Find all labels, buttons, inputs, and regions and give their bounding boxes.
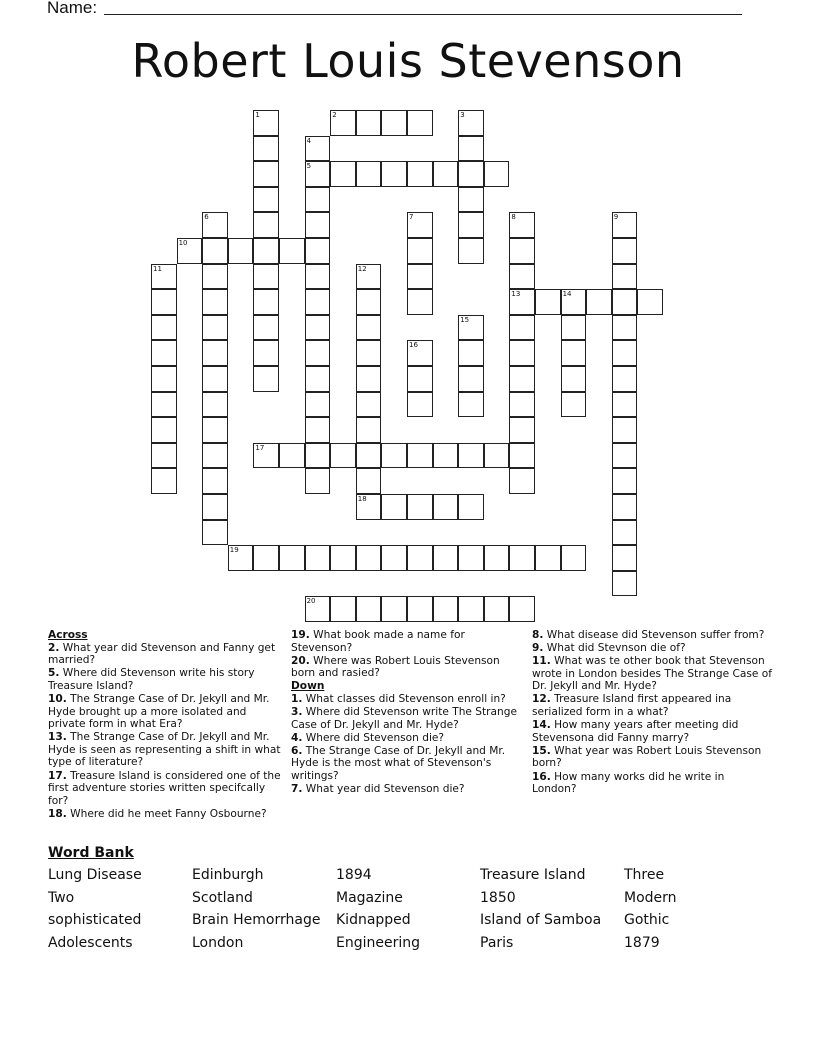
crossword-cell[interactable] [202,315,228,341]
clue-text: Where did Stevenson write The Strange Case of Dr. Jekyll and Mr. Hyde? [291,706,517,731]
crossword-cell[interactable] [279,238,305,264]
clue-number: 3. [291,706,303,719]
crossword-cell[interactable] [509,315,535,341]
clue-number: 7. [291,783,303,796]
crossword-cell[interactable] [509,468,535,494]
clue-number: 19. [291,629,310,641]
word-bank-item: sophisticated [48,912,142,929]
crossword-cell[interactable] [305,392,331,418]
clue-number: 2. [48,641,60,654]
name-label: Name: [47,0,98,17]
clue-number: 10. [48,692,67,705]
clue-number: 12 [357,264,367,273]
crossword-cell[interactable] [253,340,279,366]
word-bank-item: Magazine [336,889,403,906]
word-bank-item: 1879 [624,935,660,952]
crossword-cell[interactable] [535,289,561,315]
clue-number: 6. [291,744,303,757]
crossword-cell[interactable] [151,392,177,418]
crossword-cell[interactable] [202,417,228,443]
crossword-cell[interactable] [407,289,433,315]
down-clue [532,693,772,718]
crossword-cell[interactable] [458,315,484,341]
clue-text: What year was Robert Louis Stevenson born? [532,744,762,770]
crossword-cell[interactable] [228,238,254,264]
clue-text: What was te other book that Stevenson wrote in London besides The Strange Case of Dr. Jekyll and Mr. Hyde? [532,655,772,693]
crossword-cell[interactable] [151,417,177,443]
crossword-cell[interactable] [407,161,433,187]
crossword-cell[interactable] [253,289,279,315]
crossword-cell[interactable] [202,494,228,520]
crossword-cell[interactable] [407,366,433,392]
down-clue [532,655,772,693]
crossword-cell[interactable] [330,545,356,571]
word-bank-item: Modern [624,889,677,906]
crossword-cell[interactable] [458,494,484,520]
crossword-cell[interactable] [356,161,382,187]
clue-number: 13 [511,290,521,299]
crossword-cell[interactable] [612,443,638,469]
clue-number: 17 [255,443,265,452]
across-clue [48,693,284,731]
crossword-cell[interactable] [433,596,459,622]
crossword-cell[interactable] [458,238,484,264]
crossword-cell[interactable] [305,161,331,187]
crossword-cell[interactable] [484,596,510,622]
crossword-cell[interactable] [356,443,382,469]
crossword-cell[interactable] [356,340,382,366]
crossword-cell[interactable] [151,289,177,315]
word-bank-item: Engineering [336,935,420,952]
crossword-cell[interactable] [305,443,331,469]
crossword-cell[interactable] [561,392,587,418]
crossword-cell[interactable] [356,545,382,571]
crossword-cell[interactable] [612,289,638,315]
clue-number: 4. [291,731,303,744]
clue-text: Where did Stevenson die? [305,731,445,744]
word-bank-item: 1850 [480,889,516,906]
crossword-cell[interactable] [458,212,484,238]
crossword-cell[interactable] [305,366,331,392]
clue-number: 9. [532,642,544,655]
crossword-cell[interactable] [407,392,433,418]
clue-text: Where did he meet Fanny Osbourne? [70,807,267,820]
word-bank-item: Kidnapped [336,912,411,929]
clue-number: 7 [409,213,414,222]
crossword-cell[interactable] [458,443,484,469]
crossword-cell[interactable] [202,443,228,469]
crossword-cell[interactable] [612,264,638,290]
down-clue [291,732,527,745]
word-bank-title: Word Bank [48,845,134,861]
crossword-cell[interactable] [330,110,356,136]
down-clue [532,719,772,744]
crossword-cell[interactable] [253,110,279,136]
down-clue [532,629,772,642]
crossword-cell[interactable] [151,366,177,392]
crossword-cell[interactable] [637,289,663,315]
crossword-cell[interactable] [202,520,228,546]
crossword-cell[interactable] [381,494,407,520]
crossword-cell[interactable] [458,187,484,213]
crossword-cell[interactable] [407,264,433,290]
crossword-cell[interactable] [305,238,331,264]
crossword-cell[interactable] [612,238,638,264]
crossword-cell[interactable] [330,161,356,187]
crossword-cell[interactable] [305,417,331,443]
word-bank-item: Gothic [624,912,670,929]
crossword-cell[interactable] [202,366,228,392]
crossword-cell[interactable] [202,468,228,494]
crossword-cell[interactable] [151,315,177,341]
crossword-cell[interactable] [407,212,433,238]
crossword-cell[interactable] [612,212,638,238]
crossword-cell[interactable] [458,110,484,136]
crossword-cell[interactable] [305,596,331,622]
crossword-cell[interactable] [253,264,279,290]
word-bank-item: Island of Samboa [480,912,602,929]
down-clue [291,693,527,706]
clue-number: 2 [332,111,337,119]
clue-number: 18 [357,495,367,503]
crossword-cell[interactable] [612,417,638,443]
crossword-cell[interactable] [151,443,177,469]
crossword-cell[interactable] [586,289,612,315]
clue-number: 8 [511,213,516,222]
crossword-cell[interactable] [458,392,484,418]
crossword-cell[interactable] [151,340,177,366]
crossword-cell[interactable] [407,545,433,571]
crossword-cell[interactable] [151,468,177,494]
clue-column-1 [48,629,284,821]
crossword-cell[interactable] [561,340,587,366]
clue-column-3 [532,629,772,796]
clue-number: 16. [532,770,551,783]
clue-number: 10 [178,239,188,247]
crossword-cell[interactable] [202,392,228,418]
crossword-cell[interactable] [433,545,459,571]
crossword-cell[interactable] [535,545,561,571]
down-clue [532,642,772,655]
crossword-cell[interactable] [356,315,382,341]
clue-text: Where was Robert Louis Stevenson born and rasied? [291,654,500,680]
crossword-cell[interactable] [202,238,228,264]
crossword-cell[interactable] [253,443,279,469]
crossword-cell[interactable] [509,392,535,418]
clue-number: 18. [48,807,67,820]
crossword-cell[interactable] [612,520,638,546]
crossword-cell[interactable] [356,494,382,520]
clue-number: 19 [229,546,239,555]
word-bank-item: Two [48,889,75,906]
across-clue [48,770,284,808]
crossword-cell[interactable] [561,289,587,315]
crossword-cell[interactable] [253,161,279,187]
crossword-cell[interactable] [305,289,331,315]
crossword-cell[interactable] [407,340,433,366]
clue-number: 12. [532,693,551,706]
crossword-cell[interactable] [561,315,587,341]
clue-number: 13. [48,731,67,744]
crossword-cell[interactable] [407,443,433,469]
crossword-cell[interactable] [407,596,433,622]
crossword-cell[interactable] [458,366,484,392]
crossword-cell[interactable] [356,596,382,622]
clue-text: What classes did Stevenson enroll in? [305,692,506,705]
clue-number: 1 [255,111,260,119]
word-bank-item: Adolescents [48,935,133,952]
crossword-cell[interactable] [612,545,638,571]
crossword-cell[interactable] [202,289,228,315]
crossword-cell[interactable] [151,264,177,290]
crossword-cell[interactable] [356,110,382,136]
crossword-cell[interactable] [458,136,484,162]
down-clue [291,706,527,731]
clue-text: What year did Stevenson die? [305,783,465,796]
clue-number: 20. [291,654,310,667]
crossword-cell[interactable] [356,417,382,443]
crossword-cell[interactable] [305,136,331,162]
word-bank-item: Edinburgh [192,867,264,883]
clue-text: Treasure Island is considered one of the first adventure stories written specifcally for? [48,769,281,807]
crossword-cell[interactable] [228,545,254,571]
crossword-cell[interactable] [305,187,331,213]
crossword-cell[interactable] [253,136,279,162]
word-bank-item: London [192,935,244,952]
clue-number: 20 [306,597,316,606]
crossword-cell[interactable] [484,545,510,571]
crossword-cell[interactable] [381,443,407,469]
clue-number: 4 [306,136,312,145]
crossword-cell[interactable] [458,545,484,571]
across-clue [48,731,284,769]
crossword-cell[interactable] [202,340,228,366]
crossword-cell[interactable] [330,443,356,469]
crossword-cell[interactable] [356,468,382,494]
clue-number: 5. [48,667,60,680]
across-clue [291,655,527,680]
crossword-cell[interactable] [279,545,305,571]
clue-text: What year did Stevenson and Fanny get married? [48,641,276,667]
crossword-cell[interactable] [509,340,535,366]
crossword-cell[interactable] [381,545,407,571]
crossword-cell[interactable] [433,161,459,187]
crossword-cell[interactable] [509,264,535,290]
crossword-cell[interactable] [509,238,535,264]
crossword-cell[interactable] [202,212,228,238]
clue-number: 15. [532,744,551,757]
crossword-cell[interactable] [612,571,638,597]
crossword-cell[interactable] [509,545,535,571]
clue-number: 16 [409,341,418,350]
crossword-cell[interactable] [407,110,433,136]
crossword-cell[interactable] [612,340,638,366]
crossword-cell[interactable] [433,494,459,520]
crossword-cell[interactable] [561,366,587,392]
crossword-cell[interactable] [356,392,382,418]
across-heading: Across [48,629,88,641]
crossword-cell[interactable] [381,161,407,187]
crossword-cell[interactable] [305,315,331,341]
crossword-cell[interactable] [458,161,484,187]
clue-text: What disease did Stevenson suffer from? [546,629,765,641]
crossword-cell[interactable] [253,238,279,264]
crossword-cell[interactable] [509,366,535,392]
crossword-cell[interactable] [509,289,535,315]
clue-text: What did Stevnson die of? [546,642,686,655]
crossword-cell[interactable] [305,340,331,366]
crossword-cell[interactable] [253,212,279,238]
clue-number: 6 [204,213,209,222]
crossword-cell[interactable] [330,596,356,622]
word-bank-item: Brain Hemorrhage [192,912,321,929]
crossword-cell[interactable] [253,315,279,341]
clue-number: 1. [291,692,303,705]
word-bank-item: Three [624,867,665,883]
down-clue [532,745,772,770]
word-bank-item: 1894 [336,867,372,883]
crossword-cell[interactable] [202,264,228,290]
across-clue [291,629,527,654]
down-clue [291,783,527,796]
across-clue [48,808,284,821]
crossword-cell[interactable] [509,596,535,622]
across-clue [48,642,284,667]
clue-text: How many years after meeting did Stevensona did Fanny marry? [532,719,739,744]
clue-text: Where did Stevenson write his story Treasure Island? [48,667,255,692]
crossword-cell[interactable] [407,238,433,264]
crossword-cell[interactable] [305,545,331,571]
clue-number: 11. [532,655,551,668]
clue-text: The Strange Case of Dr. Jekyll and Mr. Hyde is seen as representing a shift in what type of literature? [48,731,281,769]
clue-number: 17. [48,769,67,782]
crossword-cell[interactable] [305,212,331,238]
crossword-cell[interactable] [253,545,279,571]
clue-number: 14. [532,719,551,732]
down-clue [532,771,772,796]
crossword-cell[interactable] [407,494,433,520]
clue-column-2 [291,629,527,796]
clue-number: 8. [532,629,544,641]
crossword-cell[interactable] [509,417,535,443]
clue-text: How many works did he write in London? [532,770,725,796]
crossword-cell[interactable] [381,110,407,136]
crossword-cell[interactable] [561,545,587,571]
crossword-cell[interactable] [484,443,510,469]
crossword-cell[interactable] [356,366,382,392]
down-clue [291,745,527,783]
clue-text: Treasure Island first appeared ina serialized form in a what? [532,693,732,719]
word-bank-item: Treasure Island [480,867,586,883]
clue-number: 9 [613,213,619,222]
crossword-cell[interactable] [305,468,331,494]
clue-text: What book made a name for Stevenson? [291,629,465,654]
crossword-cell[interactable] [612,468,638,494]
word-bank-item: Lung Disease [48,867,142,883]
clue-number: 15 [460,315,470,324]
crossword-cell[interactable] [279,443,305,469]
crossword-cell[interactable] [253,366,279,392]
across-clue [48,667,284,692]
clue-number: 3 [460,111,465,119]
crossword-cell[interactable] [356,264,382,290]
crossword-cell[interactable] [177,238,203,264]
clue-number: 11 [153,264,162,273]
crossword-cell[interactable] [612,315,638,341]
clue-text: The Strange Case of Dr. Jekyll and Mr. Hyde is the most what of Stevenson's writings? [291,744,506,783]
crossword-cell[interactable] [612,366,638,392]
crossword-cell[interactable] [433,443,459,469]
crossword-cell[interactable] [509,212,535,238]
crossword-cell[interactable] [509,443,535,469]
crossword-cell[interactable] [381,596,407,622]
clue-number: 5 [306,162,312,171]
crossword-cell[interactable] [484,161,510,187]
crossword-cell[interactable] [458,596,484,622]
clue-text: The Strange Case of Dr. Jekyll and Mr. Hyde brought up a more isolated and private form in what Era? [48,692,270,731]
word-bank-item: Paris [480,935,514,952]
crossword-cell[interactable] [356,289,382,315]
crossword-cell[interactable] [253,187,279,213]
page-title: Robert Louis Stevenson [131,34,685,88]
crossword-cell[interactable] [458,340,484,366]
down-heading: Down [291,680,325,693]
clue-number: 14 [562,290,572,299]
crossword-cell[interactable] [305,264,331,290]
crossword-cell[interactable] [612,392,638,418]
crossword-cell[interactable] [612,494,638,520]
word-bank-item: Scotland [192,889,253,906]
